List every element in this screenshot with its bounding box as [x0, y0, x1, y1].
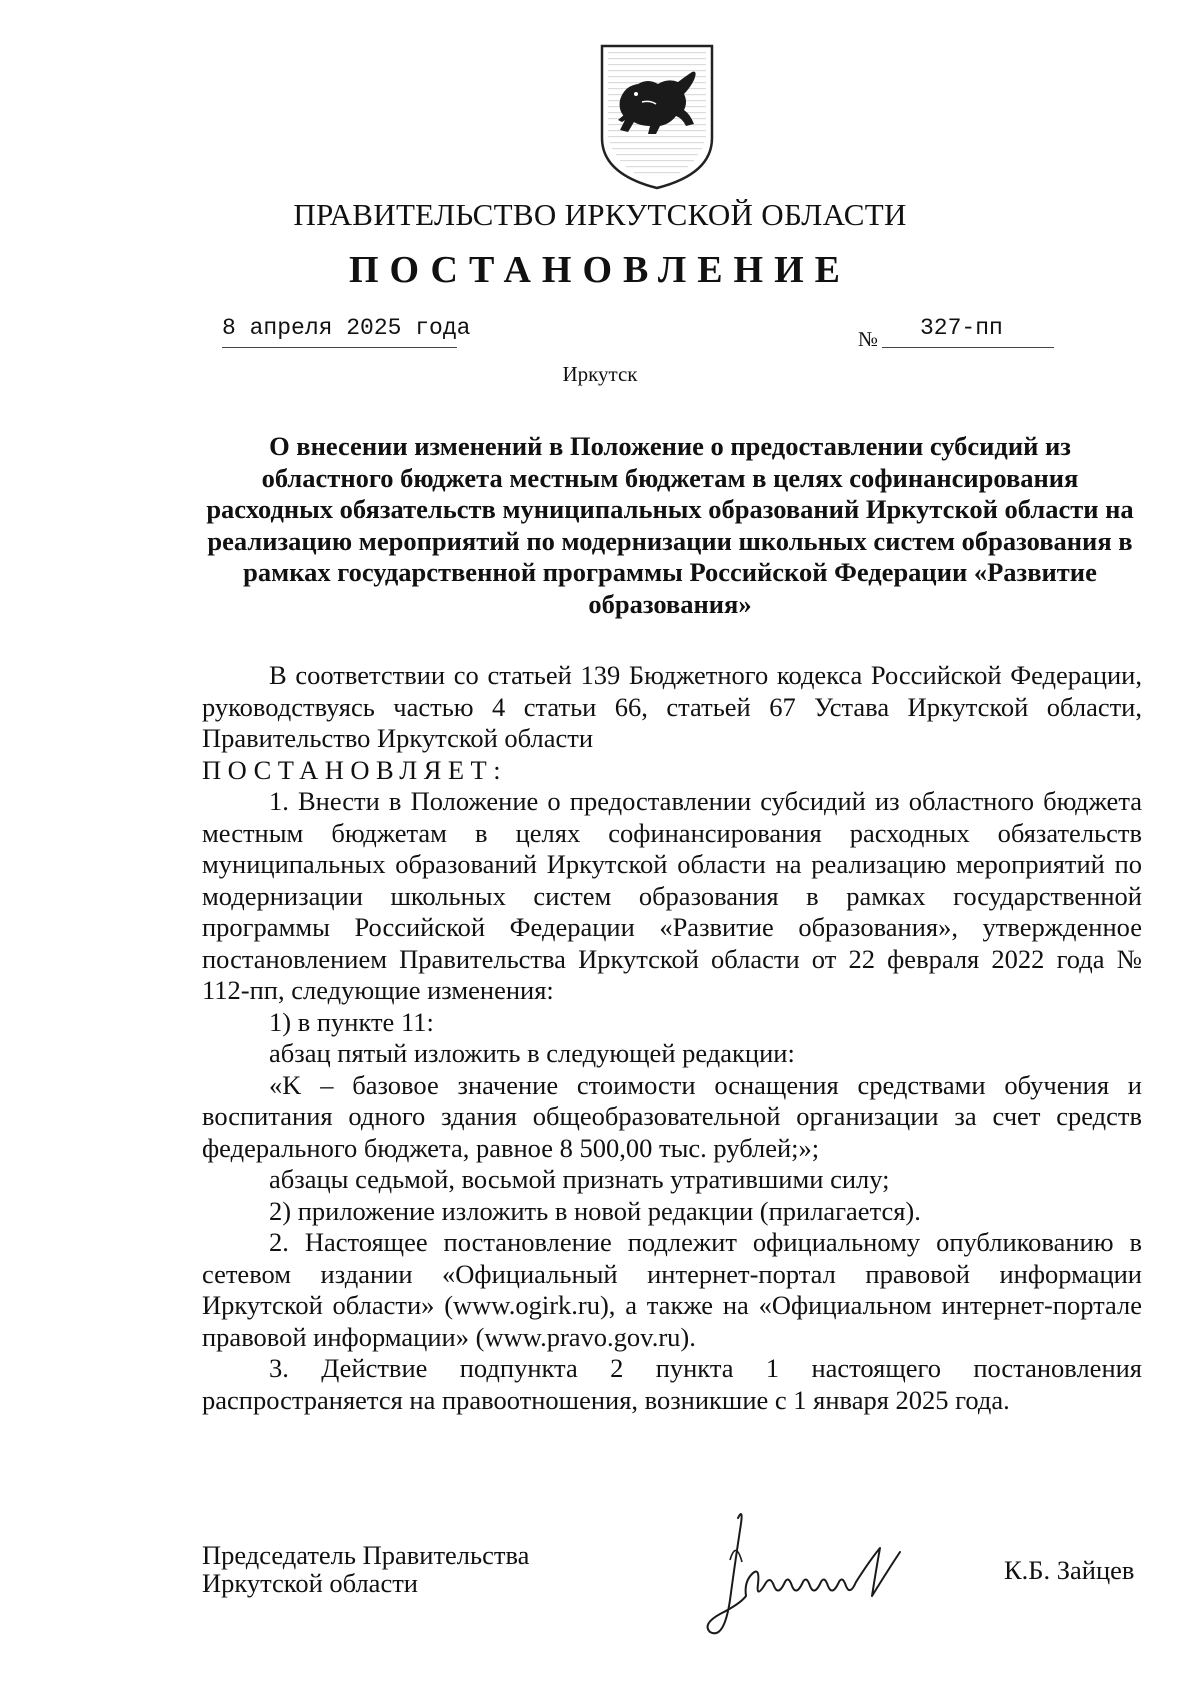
signatory-position-line1: Председатель Правительства [202, 1540, 530, 1570]
document-title: О внесении изменений в Положение о предоставлении субсидий из областного бюджета местным бюджетам в целях софинансирования расходных обязательств муниципальных образований Иркутской области на реализацию мероприятий по модернизации школьных систем образования в рамках государственной программы Российской Федерации «Развитие образования» [206, 431, 1134, 619]
government-name: ПРАВИТЕЛЬСТВО ИРКУТСКОЙ ОБЛАСТИ [293, 197, 907, 232]
date-underline [222, 347, 457, 348]
document-number: 327-пп [920, 315, 1003, 341]
document-date: 8 апреля 2025 года [222, 315, 471, 341]
signature-icon [700, 1500, 940, 1650]
signatory-position [202, 1541, 529, 1597]
document-body [202, 660, 1142, 1416]
number-sign: № [858, 327, 879, 351]
number-underline [882, 347, 1054, 348]
preamble-paragraph: В соответствии со статьей 139 Бюджетного кодекса Российской Федерации, руководствуясь частью 4 статьи 66, статьей 67 Устава Иркутской области, Правительство Иркутской области [202, 660, 1142, 753]
item-2-paragraph: 2. Настоящее постановление подлежит официальному опубликованию в сетевом издании «Официальный интернет-портал правовой информации Иркутской области» (www.ogirk.ru), а также на «Официальном интернет-портале правовой информации» (www.pravo.gov.ru). [202, 1227, 1142, 1352]
item-3-paragraph: 3. Действие подпункта 2 пункта 1 настоящего постановления распространяется на правоотношения, возникшие с 1 января 2025 года. [202, 1353, 1142, 1415]
item-1-2-paragraph: 2) приложение изложить в новой редакции (прилагается). [269, 1195, 921, 1226]
item-1-1-quote-paragraph: «K – базовое значение стоимости оснащения средствами обучения и воспитания одного здания общеобразовательной организации за счет средств федерального бюджета, равное 8 500,00 тыс. рублей;»; [202, 1069, 1142, 1163]
signatory-name: К.Б. Зайцев [1004, 1555, 1135, 1585]
item-1-1-a-paragraph: абзац пятый изложить в следующей редакции: [269, 1038, 795, 1068]
item-1-paragraph: 1. Внести в Положение о предоставлении субсидий из областного бюджета местным бюджетам в целях софинансирования расходных обязательств муниципальных образований Иркутской области на реализацию мероприятий по модернизации школьных систем образования в рамках государственной программы Российской Федерации «Развитие образования», утвержденное постановлением Правительства Иркутской области от 22 февраля 2022 года № 112-пп, следующие изменения: [202, 786, 1142, 1005]
irkutsk-coat-of-arms-icon [598, 42, 716, 192]
item-1-1-paragraph: 1) в пункте 11: [269, 1006, 434, 1037]
decree-word: ПОСТАНОВЛЯЕТ: [202, 754, 508, 785]
document-city: Иркутск [562, 362, 638, 386]
signatory-position-line2: Иркутской области [202, 1568, 418, 1598]
item-1-1-b-paragraph: абзацы седьмой, восьмой признать утратившими силу; [269, 1164, 890, 1194]
document-type: ПОСТАНОВЛЕНИЕ [348, 249, 852, 291]
